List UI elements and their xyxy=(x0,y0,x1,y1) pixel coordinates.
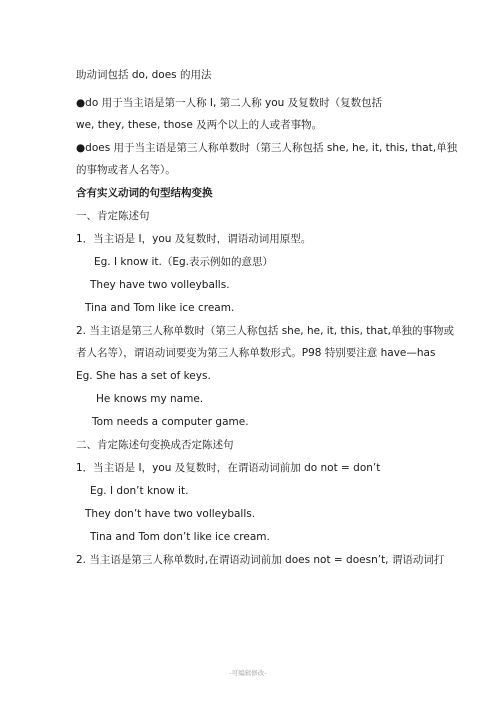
section-1-rule-2-example-3: Tom needs a computer game. xyxy=(92,416,249,428)
section-1-rule-2-example-2: He knows my name. xyxy=(96,393,204,405)
page-footer: -可编辑修改- xyxy=(229,669,267,677)
section-1-rule-2-example-1: Eg. She has a set of keys. xyxy=(76,370,211,382)
section-1-rule-1: 1．当主语是 I，you 及复数时，谓语动词用原型。 xyxy=(76,233,312,245)
section-2-title: 二、肯定陈述句变换成否定陈述句 xyxy=(76,439,234,451)
section-2-rule-1: 1．当主语是 I，you 及复数时，在谓语动词前加 do not = don’t xyxy=(76,462,381,474)
section-1-rule-2-line-1: 2. 当主语是第三人称单数时（第三人称包括 she, he, it, this, that,单独的事物或 xyxy=(76,325,454,337)
section-1-rule-2-line-2: 者人名等），谓语动词要变为第三人称单数形式。P98 特别要注意 have—has xyxy=(76,347,436,359)
does-usage-line-2: 的事物或者人名等）。 xyxy=(76,164,176,176)
section-2-rule-1-example-1: Eg. I don’t know it. xyxy=(90,485,189,497)
do-usage-line-1: ●do 用于当主语是第一人称 I, 第二人称 you 及复数时（复数包括 xyxy=(76,97,383,109)
section-2-rule-1-example-3: Tina and Tom don’t like ice cream. xyxy=(90,531,270,543)
section-2-rule-2-line-1: 2. 当主语是第三人称单数时,在谓语动词前加 does not = doesn’t, 谓语动词打 xyxy=(76,554,445,566)
document-title: 助动词包括 do, does 的用法 xyxy=(76,69,212,81)
section-1-rule-1-example-3: Tina and Tom like ice cream. xyxy=(85,302,235,314)
section-1-rule-1-example-1: Eg. I know it.（Eg.表示例如的意思） xyxy=(94,256,274,268)
section-1-title: 一、肯定陈述句 xyxy=(76,210,150,222)
does-usage-line-1: ●does 用于当主语是第三人称单数时（第三人称包括 she, he, it, this, that,单独 xyxy=(76,142,458,154)
section-2-rule-1-example-2: They don’t have two volleyballs. xyxy=(85,508,256,520)
section-heading: 含有实义动词的句型结构变换 xyxy=(76,187,213,199)
do-usage-line-2: we, they, these, those 及两个以上的人或者事物。 xyxy=(76,119,323,131)
section-1-rule-1-example-2: They have two volleyballs. xyxy=(90,279,230,291)
